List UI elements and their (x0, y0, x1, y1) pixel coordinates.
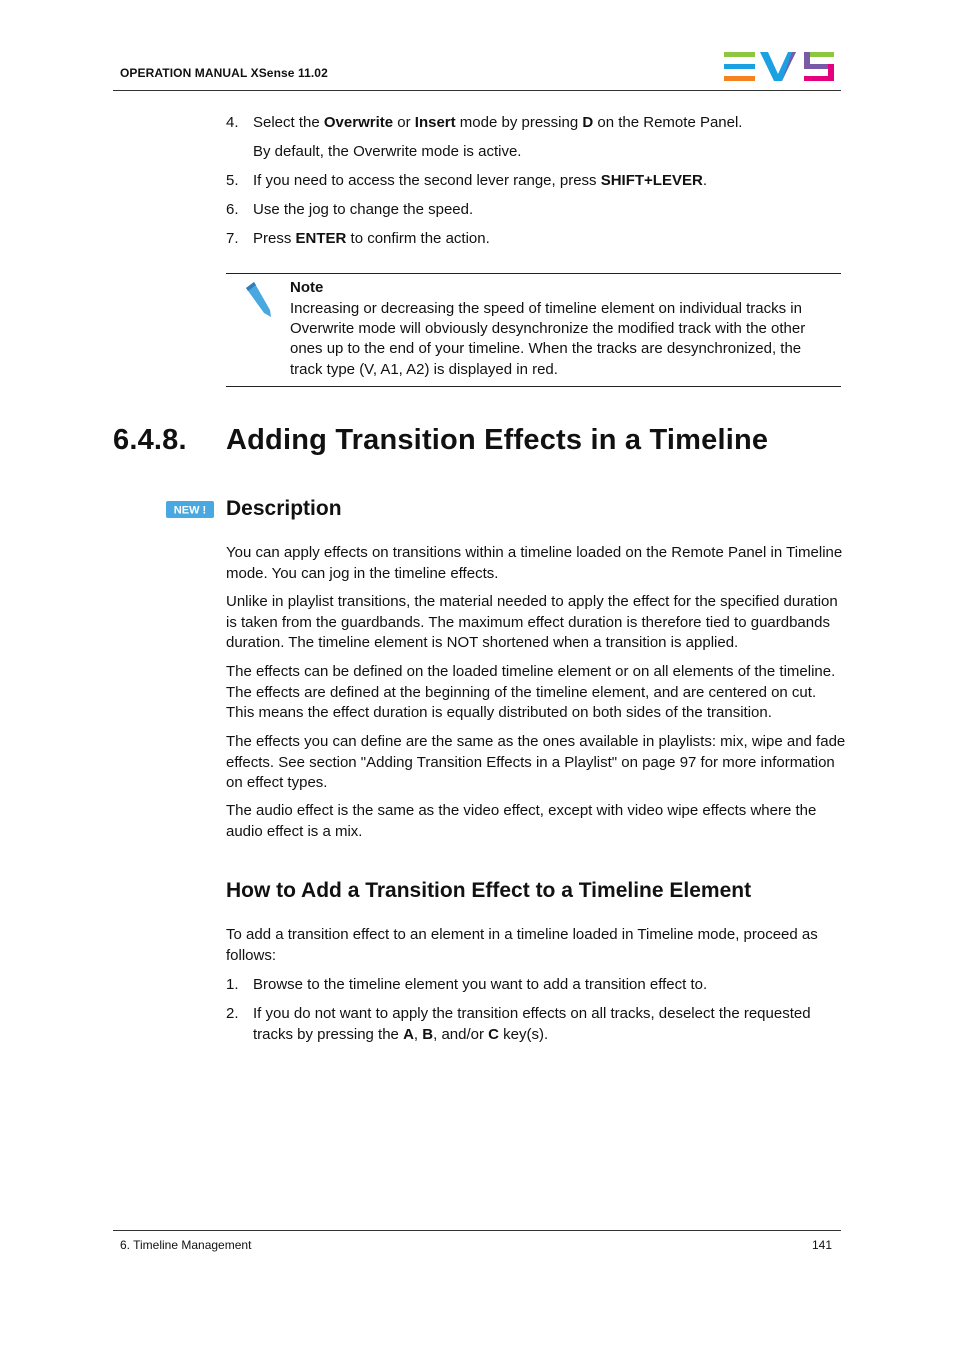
step-4-note: By default, the Overwrite mode is active. (253, 143, 522, 160)
header-rule (113, 90, 841, 91)
howto-step-2: 2. If you do not want to apply the transition effects on all tracks, deselect the requested tracks by pressing the A, B, and/or C key(s). (226, 1005, 811, 1043)
pencil-icon (243, 280, 273, 320)
howto-step-1: 1. Browse to the timeline element you want to add a transition effect to. (226, 976, 708, 993)
step-5: 5. If you need to access the second lever range, press SHIFT+LEVER. (226, 172, 707, 189)
description-paragraph-1: You can apply effects on transitions within a timeline loaded on the Remote Panel in Timeline mode. You can jog in the timeline effects. (226, 544, 843, 582)
description-paragraph-4: The effects you can define are the same as the ones available in playlists: mix, wipe and fade effects. See section "Adding Transition Effects in a Playlist" on page 97 for more information on effect types. (226, 733, 846, 791)
step-4: 4. Select the Overwrite or Insert mode by pressing D on the Remote Panel. (226, 114, 743, 131)
description-paragraph-2: Unlike in playlist transitions, the material needed to apply the effect for the specified duration is taken from the guardbands. The maximum effect duration is therefore tied to guardbands duration. The timeline element is NOT shortened when a transition is applied. (226, 593, 838, 651)
new-badge-label: NEW ! (173, 504, 207, 517)
note-top-rule (226, 273, 841, 274)
page-number: 141 (812, 1238, 833, 1252)
section-number: 6.4.8. (113, 424, 187, 456)
description-paragraph-3: The effects can be defined on the loaded timeline element or on all elements of the timeline. The effects are defined at the beginning of the timeline element, and are centered on cut. This means the effect duration is equally distributed on both sides of the transition. (226, 663, 836, 721)
new-badge (166, 501, 214, 518)
evs-logo (724, 52, 836, 82)
note-body: Increasing or decreasing the speed of timeline element on individual tracks in Overwrite mode will obviously desynchronize the modified track with the other ones up to the end of your timeline. When the tracks are desynchronized, the track type (V, A1, A2) is displayed in red. (290, 300, 806, 378)
footer-chapter: 6. Timeline Management (120, 1238, 252, 1252)
running-header: OPERATION MANUAL XSense 11.02 (120, 66, 328, 80)
footer-rule (113, 1230, 841, 1231)
howto-intro: To add a transition effect to an element in a timeline loaded in Timeline mode, proceed as follows: (226, 926, 818, 964)
step-6: 6. Use the jog to change the speed. (226, 201, 474, 218)
description-heading: Description (226, 497, 342, 520)
howto-heading: How to Add a Transition Effect to a Timeline Element (226, 879, 752, 902)
description-paragraph-5: The audio effect is the same as the video effect, except with video wipe effects where the audio effect is a mix. (226, 802, 817, 840)
section-title: Adding Transition Effects in a Timeline (226, 424, 769, 456)
note-title: Note (290, 279, 324, 296)
step-7: 7. Press ENTER to confirm the action. (226, 230, 490, 247)
note-bottom-rule (226, 386, 841, 387)
